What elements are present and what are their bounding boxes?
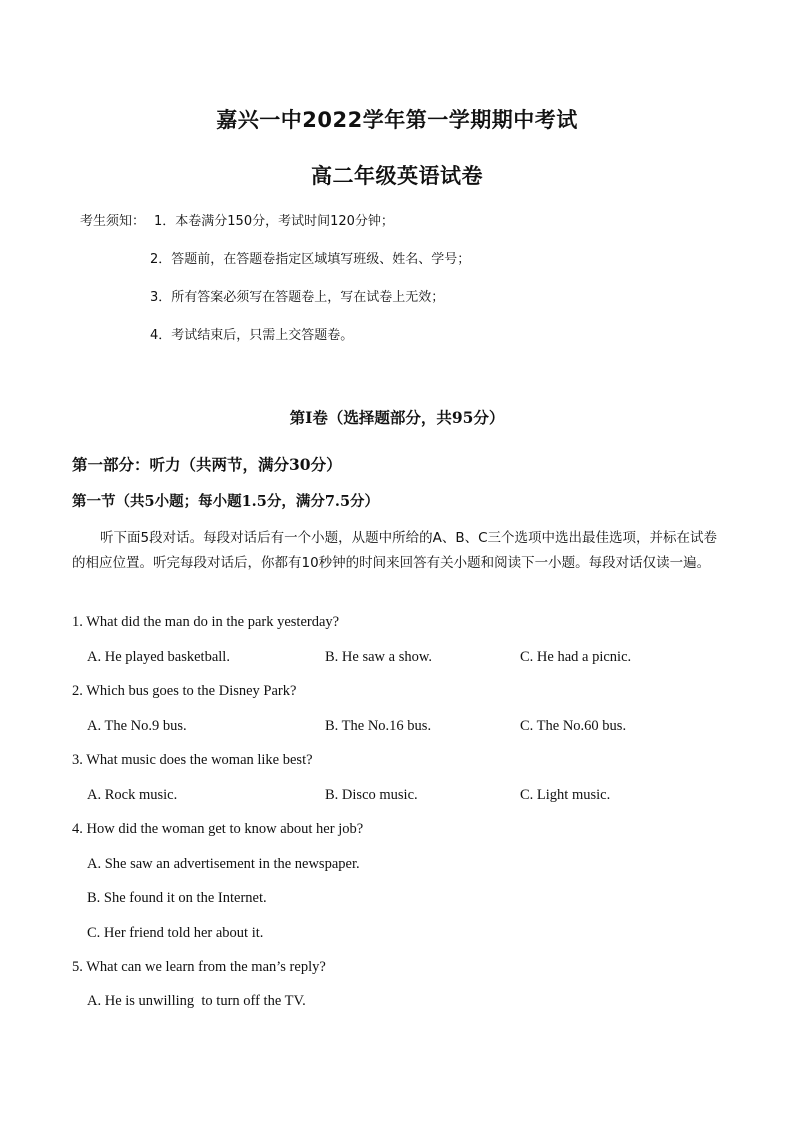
option: B. The No.16 bus. (325, 718, 432, 734)
notice-item: 2．答题前，在答题卷指定区域填写班级、姓名、学号； (150, 252, 471, 267)
option: B. She found it on the Internet. (87, 890, 267, 906)
option: A. The No.9 bus. (87, 718, 187, 734)
section-title: 第一节（共5小题；每小题1.5分，满分7.5分） (72, 493, 380, 510)
notice-item: 4．考试结束后，只需上交答题卷。 (150, 328, 354, 343)
option: C. He had a picnic. (520, 649, 632, 665)
question-stem: 1. What did the man do in the park yesterday? (72, 614, 340, 630)
option: C. The No.60 bus. (520, 718, 627, 734)
listening-instructions: 听下面5段对话。每段对话后有一个小题，从题中所给的A、B、C三个选项中选出最佳选项，并标在试卷的相应位置。听完每段对话后，你都有10秒钟的时间来回答有关小题和阅读下一小题。每段对话仅读一遍。 (72, 530, 718, 571)
option: A. He played basketball. (87, 649, 230, 665)
question-stem: 2. Which bus goes to the Disney Park? (72, 683, 297, 699)
question-stem: 3. What music does the woman like best? (72, 752, 313, 768)
question-stem: 4. How did the woman get to know about her job? (72, 821, 364, 837)
option: B. He saw a show. (325, 649, 432, 665)
option: A. He is unwilling to turn off the TV. (87, 993, 306, 1009)
option: B. Disco music. (325, 787, 418, 803)
option: C. Her friend told her about it. (87, 925, 264, 941)
option: A. She saw an advertisement in the newspaper. (87, 856, 360, 872)
notice-item: 3．所有答案必须写在答题卷上，写在试卷上无效； (150, 290, 445, 305)
option: C. Light music. (520, 787, 611, 803)
exam-title: 嘉兴一中2022学年第一学期期中考试 (216, 108, 578, 132)
volume-title: 第I卷（选择题部分，共95分） (289, 408, 505, 427)
question-stem: 5. What can we learn from the man’s reply? (72, 959, 326, 975)
part-title: 第一部分：听力（共两节，满分30分） (72, 455, 342, 474)
exam-subtitle: 高二年级英语试卷 (311, 164, 483, 188)
notice-label: 考生须知： (80, 214, 146, 229)
notice-item: 1．本卷满分150分，考试时间120分钟； (154, 214, 394, 229)
option: A. Rock music. (87, 787, 178, 803)
